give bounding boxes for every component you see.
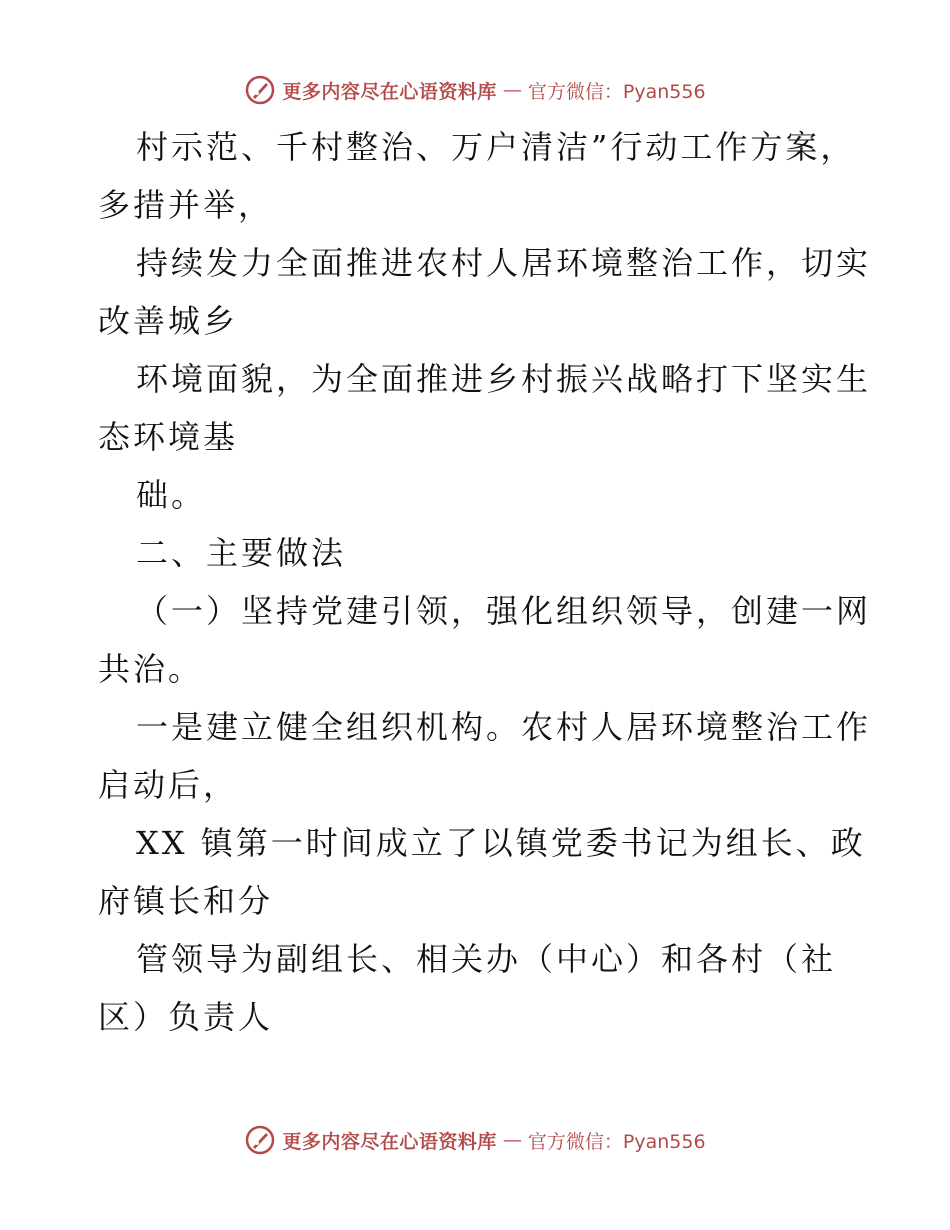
section-heading: 二、主要做法 — [136, 534, 347, 572]
watermark-dash: — — [502, 79, 522, 101]
quill-seal-logo-icon — [244, 74, 276, 106]
document-line: 态环境基 — [98, 418, 239, 456]
header-watermark — [0, 70, 950, 110]
watermark-text: 更多内容尽在心语资料库 — [282, 1130, 497, 1153]
footer-watermark — [0, 1120, 950, 1160]
watermark-account: 官方微信：Pyan556 — [527, 1130, 706, 1153]
document-line: 村示范、千村整治、万户清洁”行动工作方案， — [136, 128, 856, 166]
document-body — [98, 118, 872, 1046]
document-line: 一是建立健全组织机构。农村人居环境整治工作 — [136, 708, 872, 746]
document-line: 启动后， — [98, 766, 239, 804]
document-line: 府镇长和分 — [98, 882, 274, 920]
document-line: XX 镇第一时间成立了以镇党委书记为组长、政 — [136, 824, 866, 862]
document-line: 区）负责人 — [98, 998, 274, 1036]
watermark-dash: — — [502, 1129, 522, 1151]
watermark-text: 更多内容尽在心语资料库 — [282, 80, 497, 103]
document-line: 环境面貌，为全面推进乡村振兴战略打下坚实生 — [136, 360, 872, 398]
document-line: 多措并举， — [98, 186, 274, 224]
subsection-heading: （一）坚持党建引领，强化组织领导，创建一网 — [136, 592, 872, 630]
document-line: 持续发力全面推进农村人居环境整治工作，切实 — [136, 244, 872, 282]
watermark-account: 官方微信：Pyan556 — [527, 80, 706, 103]
document-line: 管领导为副组长、相关办（中心）和各村（社 — [136, 940, 837, 978]
quill-seal-logo-icon — [244, 1124, 276, 1156]
document-line: 共治。 — [98, 650, 204, 688]
document-line: 改善城乡 — [98, 302, 239, 340]
document-line: 础。 — [136, 476, 207, 514]
